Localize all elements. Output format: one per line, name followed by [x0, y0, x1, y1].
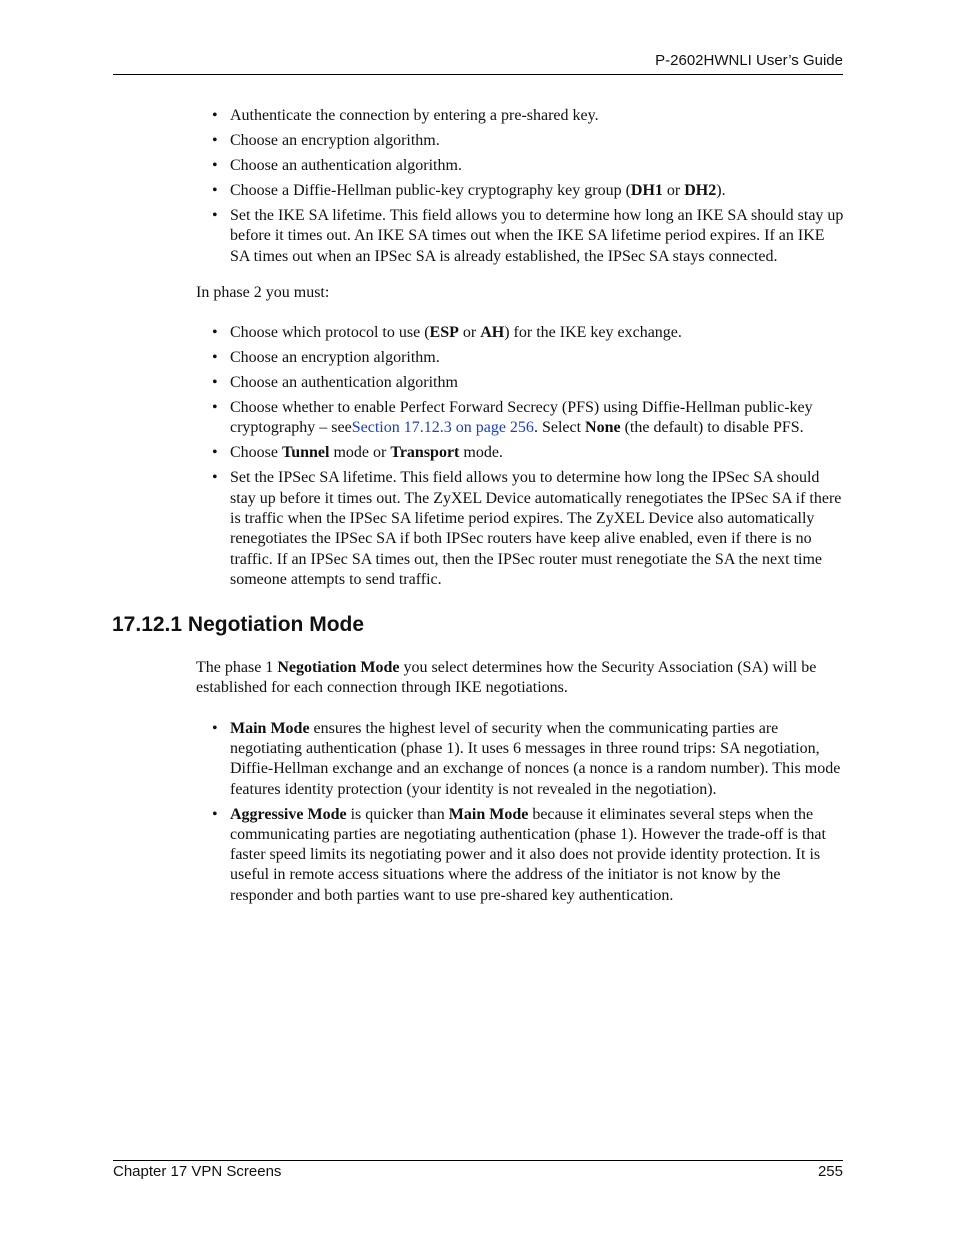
section-heading: 17.12.1 Negotiation Mode	[112, 613, 365, 637]
list-item: • Choose whether to enable Perfect Forward Secrecy (PFS) using Diffie-Hellman public-key cryptography – seeSection 17.12.3 on page 256. Select None (the default) to disable PFS.	[196, 398, 844, 439]
phase1-list	[196, 106, 844, 267]
phase2-list	[196, 323, 844, 590]
list-item: • Choose which protocol to use (ESP or AH) for the IKE key exchange.	[196, 323, 844, 343]
list-item: • Choose an authentication algorithm.	[196, 156, 844, 176]
list-item: • Main Mode ensures the highest level of security when the communicating parties are negotiating authentication (phase 1). It uses 6 messages in three round trips: SA negotiation, Diffie-Hellman exchange and an exchange of nonces (a nonce is a random number). This mode features identity protection (your identity is not revealed in the negotiation).	[196, 719, 844, 800]
section-intro: The phase 1 Negotiation Mode you select determines how the Security Association (SA) will be established for each connection through IKE negotiations.	[196, 659, 817, 697]
section-link[interactable]: Section 17.12.3 on page 256	[351, 419, 534, 437]
list-item: • Aggressive Mode is quicker than Main Mode because it eliminates several steps when the communicating parties are negotiating authentication (phase 1). However the trade-off is that faster speed limits its negotiating power and it also does not provide identity protection. It is useful in remote access situations where the address of the initiator is not know by the responder and both parties want to use pre-shared key authentication.	[196, 805, 844, 906]
document-title: P-2602HWNLI User’s Guide	[655, 52, 843, 69]
list-item: • Choose a Diffie-Hellman public-key cryptography key group (DH1 or DH2).	[196, 181, 844, 201]
list-item: • Choose an encryption algorithm.	[196, 348, 844, 368]
phase2-intro: In phase 2 you must:	[196, 283, 330, 301]
page-header	[113, 50, 843, 75]
chapter-label: Chapter 17 VPN Screens	[113, 1163, 282, 1180]
mode-list	[196, 719, 844, 906]
list-item: • Choose Tunnel mode or Transport mode.	[196, 443, 844, 463]
list-item: • Choose an encryption algorithm.	[196, 131, 844, 151]
list-item: • Choose an authentication algorithm	[196, 373, 844, 393]
list-item: • Set the IPSec SA lifetime. This field allows you to determine how long the IPSec SA should stay up before it times out. The ZyXEL Device automatically renegotiates the IPSec SA if there is traffic when the IPSec SA lifetime period expires. The ZyXEL Device also automatically renegotiates the IPSec SA if both IPSec routers have keep alive enabled, even if there is no traffic. If an IPSec SA times out, then the IPSec router must renegotiate the SA the next time someone attempts to send traffic.	[196, 468, 844, 590]
page-number: 255	[817, 1163, 843, 1180]
list-item: • Set the IKE SA lifetime. This field allows you to determine how long an IKE SA should stay up before it times out. An IKE SA times out when the IKE SA lifetime period expires. If an IKE SA times out when an IPSec SA is already established, the IPSec SA stays connected.	[196, 206, 844, 267]
list-item: • Authenticate the connection by entering a pre-shared key.	[196, 106, 844, 126]
page-content	[112, 106, 844, 911]
page-footer	[113, 1160, 843, 1180]
